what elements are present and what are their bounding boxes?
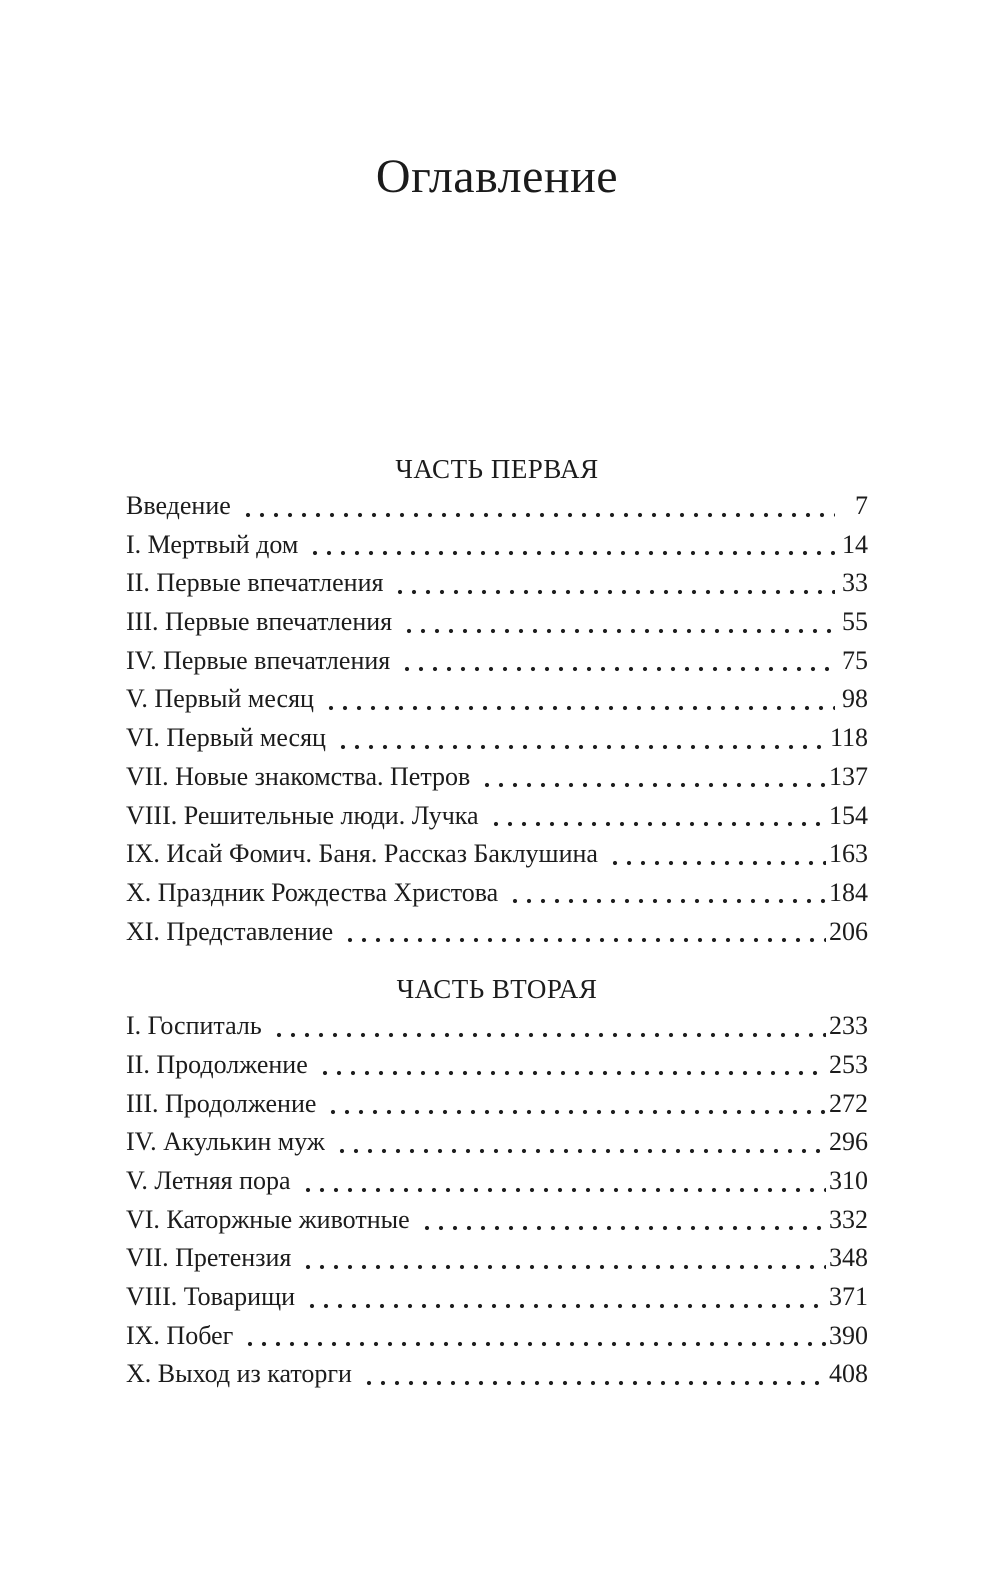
toc-entry-title: IX. Побег <box>126 1320 234 1350</box>
toc-entry <box>126 1278 868 1317</box>
toc-entry-title: XI. Представление <box>126 916 334 946</box>
toc-entry <box>126 564 868 603</box>
toc-entry-title: IV. Акулькин муж <box>126 1127 325 1157</box>
dot-leader <box>303 1278 826 1317</box>
toc-entry <box>126 1046 868 1085</box>
toc-entry-page-number: 184 <box>829 877 868 907</box>
toc-section-part-two <box>126 972 868 1394</box>
toc-entry <box>126 1007 868 1046</box>
dot-leader <box>478 758 826 797</box>
toc-entry <box>126 1085 868 1124</box>
toc-entry <box>126 1355 868 1394</box>
toc-entry-title: VIII. Товарищи <box>126 1282 295 1312</box>
dot-leader <box>324 1085 826 1124</box>
toc-entry-page-number: 206 <box>829 916 868 946</box>
toc-entry-page-number: 98 <box>842 684 868 714</box>
toc-entry-title: VIII. Решительные люди. Лучка <box>126 800 479 830</box>
toc-entry-title: IX. Исай Фомич. Баня. Рассказ Баклушина <box>126 839 598 869</box>
toc-entry-title: I. Госпиталь <box>126 1011 262 1041</box>
toc-entry-title: II. Первые впечатления <box>126 568 384 598</box>
toc-entry-title: Введение <box>126 491 231 520</box>
toc-entry-title: III. Продолжение <box>126 1088 317 1118</box>
toc-entry <box>126 1123 868 1162</box>
toc-entry-page-number: 137 <box>829 761 868 791</box>
toc-entry-title: V. Летняя пора <box>126 1166 291 1195</box>
toc-entry <box>126 913 868 952</box>
dot-leader <box>487 797 826 836</box>
toc-entry-page-number: 7 <box>855 491 868 520</box>
toc-entry-page-number: 390 <box>829 1320 868 1350</box>
toc-entry-title: I. Мертвый дом <box>126 529 299 559</box>
toc-entry <box>126 797 868 836</box>
toc-entry <box>126 1317 868 1356</box>
dot-leader <box>333 1123 826 1162</box>
toc-entry-title: IV. Первые впечатления <box>126 645 391 675</box>
toc-entry-page-number: 154 <box>829 800 868 830</box>
dot-leader <box>306 526 835 565</box>
dot-leader <box>360 1355 826 1394</box>
dot-leader <box>316 1046 826 1085</box>
toc-entry-title: VII. Претензия <box>126 1243 292 1273</box>
dot-leader <box>418 1201 826 1240</box>
toc-entry <box>126 1201 868 1240</box>
dot-leader <box>299 1239 826 1278</box>
toc-entry-page-number: 233 <box>829 1011 868 1041</box>
toc-entry-title: VI. Каторжные животные <box>126 1204 410 1234</box>
toc-list-part-one <box>126 487 868 951</box>
toc-entry <box>126 680 868 719</box>
toc-entry <box>126 835 868 874</box>
toc-entry-page-number: 310 <box>829 1166 868 1195</box>
toc-entry-page-number: 272 <box>829 1088 868 1118</box>
toc-entry-title: III. Первые впечатления <box>126 607 393 637</box>
dot-leader <box>239 487 835 526</box>
dot-leader <box>400 603 835 642</box>
dot-leader <box>606 835 826 874</box>
section-heading-part-two: ЧАСТЬ ВТОРАЯ <box>396 974 598 1005</box>
toc-entry <box>126 1239 868 1278</box>
toc-entry-page-number: 163 <box>829 839 868 869</box>
toc-entry-title: II. Продолжение <box>126 1049 308 1079</box>
dot-leader <box>270 1007 826 1046</box>
toc-entry-title: X. Выход из каторги <box>126 1359 352 1389</box>
page-title: Оглавление <box>375 150 619 203</box>
toc-entry-page-number: 55 <box>842 607 868 637</box>
toc-entry-page-number: 75 <box>842 645 868 675</box>
dot-leader <box>398 642 835 681</box>
toc-section-part-one <box>126 452 868 951</box>
toc-entry-page-number: 118 <box>829 723 868 753</box>
toc-entry-page-number: 253 <box>829 1049 868 1079</box>
toc-entry-page-number: 14 <box>842 529 868 559</box>
dot-leader <box>241 1317 826 1356</box>
toc-entry-title: VII. Новые знакомства. Петров <box>126 761 471 791</box>
toc-entry <box>126 526 868 565</box>
toc-entry-page-number: 296 <box>829 1127 868 1157</box>
section-heading-part-one: ЧАСТЬ ПЕРВАЯ <box>395 454 599 484</box>
toc-entry <box>126 874 868 913</box>
toc-entry-title: VI. Первый месяц <box>126 723 326 753</box>
toc-entry-page-number: 371 <box>829 1282 868 1312</box>
toc-entry <box>126 642 868 681</box>
dot-leader <box>391 564 835 603</box>
dot-leader <box>299 1162 826 1201</box>
toc-entry-page-number: 348 <box>829 1243 868 1273</box>
dot-leader <box>322 680 835 719</box>
toc-entry-page-number: 408 <box>829 1359 868 1389</box>
toc-list-part-two <box>126 1007 868 1394</box>
toc-entry-page-number: 33 <box>842 568 868 598</box>
toc-entry-title: X. Праздник Рождества Христова <box>126 877 499 907</box>
toc-entry <box>126 1162 868 1201</box>
dot-leader <box>506 874 826 913</box>
dot-leader <box>341 913 826 952</box>
toc-entry-title: V. Первый месяц <box>126 684 314 714</box>
toc-entry <box>126 487 868 526</box>
toc-entry-page-number: 332 <box>829 1204 868 1234</box>
dot-leader <box>334 719 827 758</box>
toc-entry <box>126 758 868 797</box>
toc-entry <box>126 603 868 642</box>
toc-entry <box>126 719 868 758</box>
